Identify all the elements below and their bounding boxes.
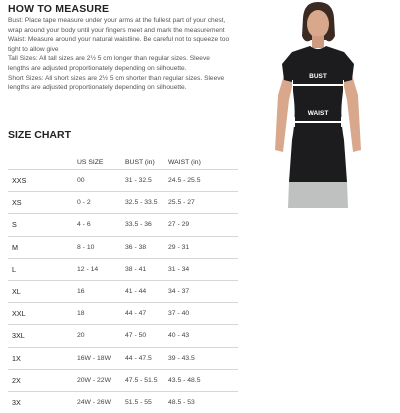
model-neck xyxy=(312,36,324,48)
header-bust: BUST (in) xyxy=(125,158,155,166)
waist-guide-line xyxy=(294,121,342,123)
how-to-measure-title: HOW TO MEASURE xyxy=(8,3,110,15)
bust-value: 44 - 47 xyxy=(125,303,168,325)
table-row xyxy=(8,347,238,369)
waist-value: 29 - 31 xyxy=(168,236,238,258)
size-label: 3X xyxy=(8,391,77,413)
size-label: XL xyxy=(8,280,77,302)
waist-value: 31 - 34 xyxy=(168,258,238,280)
waist-value: 25.5 - 27 xyxy=(168,192,238,214)
us-size-value: 20 xyxy=(77,325,125,347)
bust-value: 41 - 44 xyxy=(125,280,168,302)
table-row xyxy=(8,391,238,413)
size-label: XXS xyxy=(8,170,77,192)
size-chart-table xyxy=(8,155,238,413)
size-chart-header-row xyxy=(8,155,238,170)
table-row xyxy=(8,170,238,192)
us-size-value: 16W - 18W xyxy=(77,347,125,369)
waist-value: 27 - 29 xyxy=(168,214,238,236)
us-size-value: 8 - 10 xyxy=(77,236,125,258)
table-row xyxy=(8,280,238,302)
size-label: 3XL xyxy=(8,325,77,347)
waist-value: 24.5 - 25.5 xyxy=(168,170,238,192)
tall-sizes-instruction: Tall Sizes: All tall sizes are 2½ 5 cm longer than regular sizes. Sleeve lengths are adjusted proportionately depending on silhouette. xyxy=(8,55,210,72)
us-size-value: 0 - 2 xyxy=(77,192,125,214)
us-size-value: 20W - 22W xyxy=(77,369,125,391)
table-row xyxy=(8,325,238,347)
table-row xyxy=(8,258,238,280)
waist-value: 37 - 40 xyxy=(168,303,238,325)
bust-label: BUST xyxy=(309,73,327,80)
waist-value: 34 - 37 xyxy=(168,280,238,302)
size-label: XXL xyxy=(8,303,77,325)
bust-value: 47 - 50 xyxy=(125,325,168,347)
size-label: XS xyxy=(8,192,77,214)
bust-value: 47.5 - 51.5 xyxy=(125,369,168,391)
bust-guide-line xyxy=(292,84,344,86)
header-waist: WAIST (in) xyxy=(168,158,201,166)
model-measurement-image xyxy=(248,0,388,208)
table-row xyxy=(8,236,238,258)
waist-instruction: Waist: Measure around your natural waistline. Be careful not to squeeze too tight to allow give xyxy=(8,36,230,53)
bust-value: 38 - 41 xyxy=(125,258,168,280)
size-label: 1X xyxy=(8,347,77,369)
table-row xyxy=(8,303,238,325)
us-size-value: 4 - 6 xyxy=(77,214,125,236)
bust-value: 33.5 - 36 xyxy=(125,214,168,236)
model-pants xyxy=(288,182,348,208)
waist-value: 40 - 43 xyxy=(168,325,238,347)
bust-value: 36 - 38 xyxy=(125,236,168,258)
us-size-value: 18 xyxy=(77,303,125,325)
us-size-value: 16 xyxy=(77,280,125,302)
table-row xyxy=(8,369,238,391)
size-label: M xyxy=(8,236,77,258)
us-size-value: 00 xyxy=(77,170,125,192)
table-row xyxy=(8,192,238,214)
waist-value: 48.5 - 53 xyxy=(168,391,238,413)
model-face xyxy=(307,10,329,38)
us-size-value: 12 - 14 xyxy=(77,258,125,280)
bust-value: 31 - 32.5 xyxy=(125,170,168,192)
waist-value: 43.5 - 48.5 xyxy=(168,369,238,391)
size-label: L xyxy=(8,258,77,280)
waist-value: 39 - 43.5 xyxy=(168,347,238,369)
bust-instruction: Bust: Place tape measure under your arms at the fullest part of your chest, wrap around your body until your fingers meet and mark the measurement xyxy=(8,17,226,34)
size-chart-title: SIZE CHART xyxy=(8,129,71,141)
measure-instructions xyxy=(8,16,230,93)
short-sizes-instruction: Short Sizes: All short sizes are 2½ 5 cm shorter than regular sizes. Sleeve lengths are adjusted proportionately depending on silhouette. xyxy=(8,74,225,92)
waist-label: WAIST xyxy=(307,110,329,117)
header-us-size: US SIZE xyxy=(77,158,104,166)
model-figure xyxy=(248,0,388,208)
table-row xyxy=(8,214,238,236)
size-label: S xyxy=(8,214,77,236)
bust-value: 32.5 - 33.5 xyxy=(125,192,168,214)
bust-value: 51.5 - 55 xyxy=(125,391,168,413)
header-size xyxy=(8,155,77,170)
us-size-value: 24W - 26W xyxy=(77,391,125,413)
bust-value: 44 - 47.5 xyxy=(125,347,168,369)
size-label: 2X xyxy=(8,369,77,391)
